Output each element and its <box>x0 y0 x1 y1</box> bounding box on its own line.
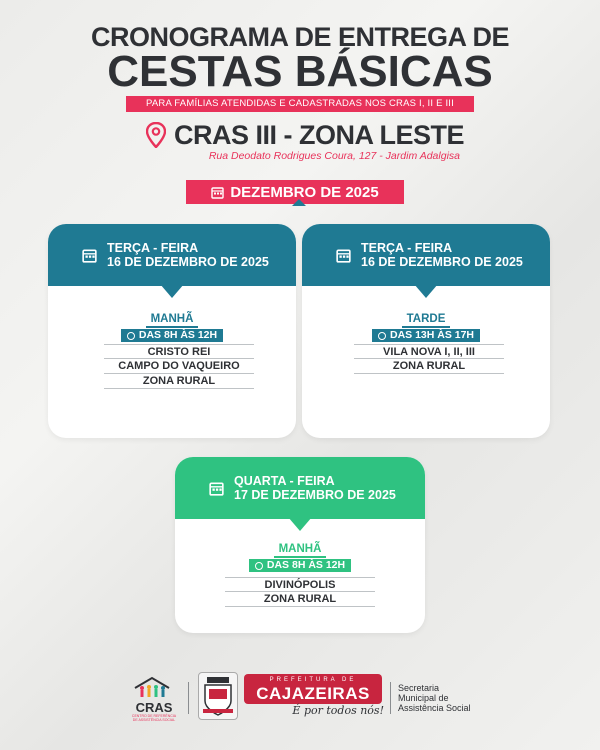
calendar-icon <box>209 481 224 496</box>
card-places <box>104 344 254 389</box>
secretaria-line-2: Municipal de <box>398 693 449 703</box>
card-date: 16 DE DEZEMBRO DE 2025 <box>107 255 269 269</box>
card-day: TERÇA - FEIRA <box>107 241 199 255</box>
period-name: MANHÃ <box>274 543 327 558</box>
card-period <box>48 313 296 343</box>
prefeitura-small-text: PREFEITURA DE <box>269 677 357 683</box>
subtitle-banner: PARA FAMÍLIAS ATENDIDAS E CADASTRADAS NOS CRAS I, II E III <box>126 96 474 112</box>
city-crest-icon <box>198 672 238 720</box>
card-day: QUARTA - FEIRA <box>234 474 335 488</box>
map-pin-icon <box>146 122 166 148</box>
card-period <box>302 313 550 343</box>
clock-icon <box>378 332 386 340</box>
place-item: VILA NOVA I, II, III <box>354 344 504 359</box>
footer-logos <box>0 670 600 730</box>
place-item: DIVINÓPOLIS <box>225 577 375 592</box>
location-name: CRAS III - ZONA LESTE <box>174 119 465 150</box>
period-time: DAS 8H ÀS 12H <box>121 329 223 342</box>
card-period <box>175 543 425 573</box>
place-item: ZONA RURAL <box>225 592 375 607</box>
schedule-card-3 <box>175 457 425 633</box>
period-name: TARDE <box>402 313 451 328</box>
schedule-card-2 <box>302 224 550 438</box>
cras-logo <box>130 676 178 724</box>
card-day: TERÇA - FEIRA <box>361 241 453 255</box>
card-header <box>175 457 425 519</box>
calendar-icon <box>336 248 351 263</box>
period-time: DAS 8H ÀS 12H <box>249 559 351 572</box>
card-date: 16 DE DEZEMBRO DE 2025 <box>361 255 523 269</box>
calendar-icon <box>211 186 224 199</box>
cras-logo-subtext: CENTRO DE REFERÊNCIA DE ASSISTÊNCIA SOCIAL <box>131 714 177 722</box>
card-header <box>302 224 550 286</box>
prefeitura-city: CAJAZEIRAS <box>256 684 370 703</box>
divider <box>390 682 391 714</box>
card-pointer <box>414 284 438 298</box>
title-line-2: CESTAS BÁSICAS <box>107 47 493 96</box>
divider <box>188 682 189 714</box>
secretaria-label <box>398 683 488 713</box>
clock-icon <box>255 562 263 570</box>
prefeitura-banner <box>244 674 382 704</box>
secretaria-line-3: Assistência Social <box>398 703 471 713</box>
place-item: CAMPO DO VAQUEIRO <box>104 359 254 374</box>
clock-icon <box>127 332 135 340</box>
card-places <box>225 577 375 607</box>
card-pointer <box>288 517 312 531</box>
title-line-1: CRONOGRAMA DE ENTREGA DE <box>90 22 509 52</box>
calendar-icon <box>82 248 97 263</box>
card-date: 17 DE DEZEMBRO DE 2025 <box>234 488 396 502</box>
house-icon <box>132 676 172 698</box>
cras-logo-text: CRAS <box>135 700 173 715</box>
prefeitura-slogan: É por todos nós! <box>292 704 384 717</box>
card-header <box>48 224 296 286</box>
month-label: DEZEMBRO DE 2025 <box>230 183 379 201</box>
place-item: ZONA RURAL <box>104 374 254 389</box>
schedule-card-1 <box>48 224 296 438</box>
period-name: MANHÃ <box>146 313 199 328</box>
period-time: DAS 13H ÀS 17H <box>372 329 480 342</box>
prefeitura-logo <box>244 674 384 724</box>
place-item: CRISTO REI <box>104 344 254 359</box>
card-pointer <box>160 284 184 298</box>
location-title <box>146 120 466 150</box>
place-item: ZONA RURAL <box>354 359 504 374</box>
secretaria-line-1: Secretaria <box>398 683 440 693</box>
location-address: Rua Deodato Rodrigues Coura, 127 - Jardim Adalgisa <box>208 150 460 162</box>
badge-pointer <box>292 199 306 206</box>
card-places <box>354 344 504 374</box>
